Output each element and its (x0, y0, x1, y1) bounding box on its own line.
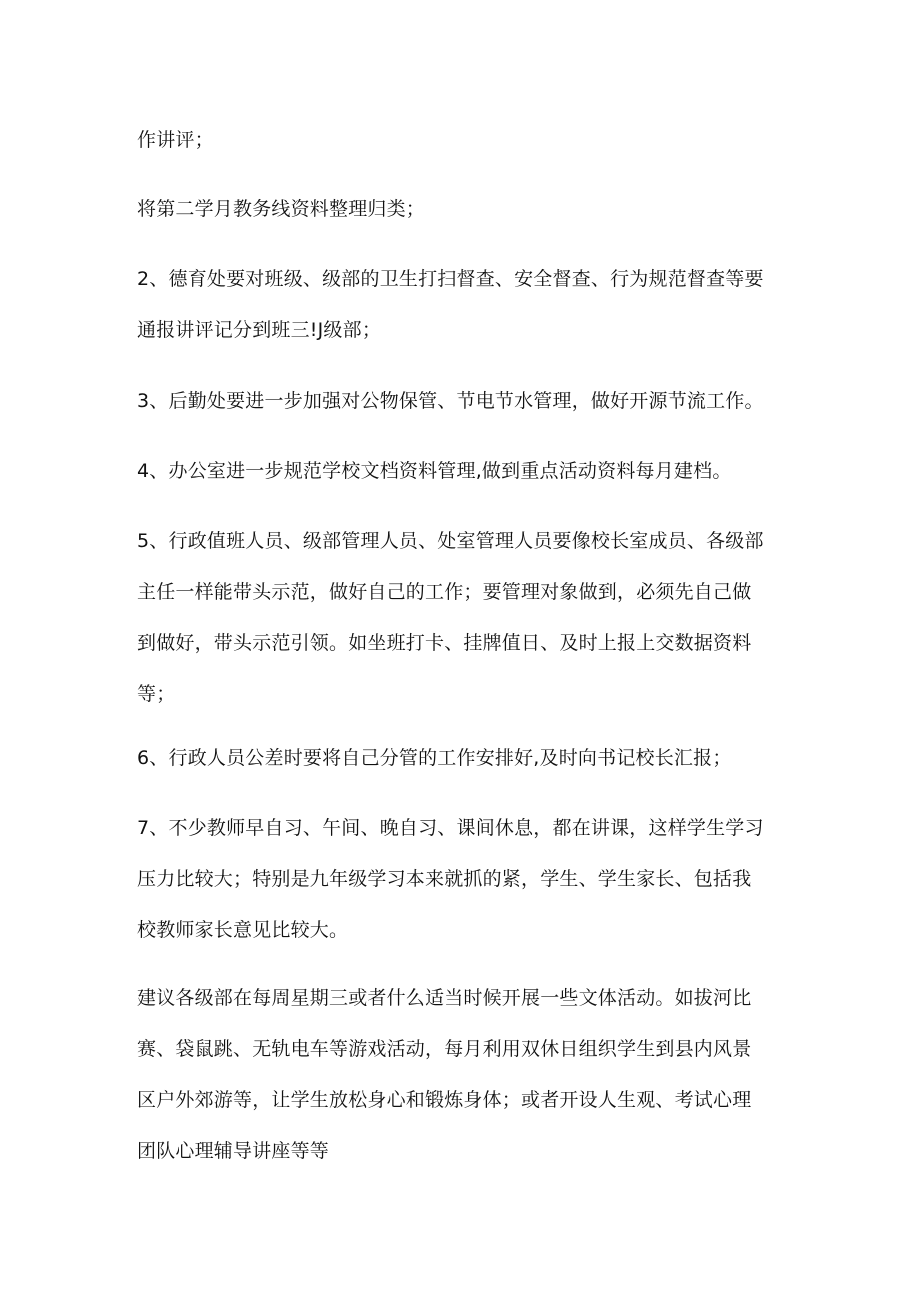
text-line: 将第二学月教务线资料整理归类； (137, 198, 426, 220)
text-line: 5、行政值班人员、级部管理人员、处室管理人员要像校长室成员、各级部 (137, 530, 764, 552)
paragraph-3 (137, 376, 807, 427)
text-line: 建议各级部在每周星期三或者什么适当时候开展一些文体活动。如拔河比 (137, 987, 752, 1009)
text-line: 通报讲评记分到班三!J级部； (137, 319, 382, 341)
paragraph-2 (137, 254, 807, 356)
text-line: 到做好，带头示范引领。如坐班打卡、挂牌值日、及时上报上交数据资料 (137, 632, 752, 654)
paragraph-7 (137, 803, 807, 956)
text-line: 作讲评； (137, 129, 214, 151)
paragraph-0 (137, 115, 807, 166)
text-line: 赛、袋鼠跳、无轨电车等游戏活动，每月利用双休日组织学生到县内风景 (137, 1038, 752, 1060)
text-line: 4、办公室进一步规范学校文档资料管理,做到重点活动资料每月建档。 (137, 460, 732, 482)
paragraph-6 (137, 733, 807, 784)
text-line: 压力比较大；特别是九年级学习本来就抓的紧，学生、学生家长、包括我 (137, 868, 752, 890)
paragraph-1 (137, 184, 807, 235)
text-line: 校教师家长意见比较大。 (137, 919, 349, 941)
text-line: 主任一样能带头示范，做好自己的工作；要管理对象做到，必须先自己做 (137, 581, 752, 603)
paragraph-4 (137, 446, 807, 497)
text-line: 2、德育处要对班级、级部的卫生打扫督查、安全督查、行为规范督查等要 (137, 268, 764, 290)
paragraph-8 (137, 973, 807, 1177)
text-line: 6、行政人员公差时要将自己分管的工作安排好,及时向书记校长汇报； (137, 747, 732, 769)
text-line: 团队心理辅导讲座等等 (137, 1140, 330, 1162)
text-line: 3、后勤处要进一步加强对公物保管、节电节水管理，做好开源节流工作。 (137, 390, 764, 412)
text-line: 等； (137, 683, 176, 705)
text-line: 7、不少教师早自习、午间、晚自习、课间休息，都在讲课，这样学生学习 (137, 817, 764, 839)
paragraph-5 (137, 516, 807, 720)
text-line: 区户外郊游等，让学生放松身心和锻炼身体；或者开设人生观、考试心理 (137, 1089, 752, 1111)
